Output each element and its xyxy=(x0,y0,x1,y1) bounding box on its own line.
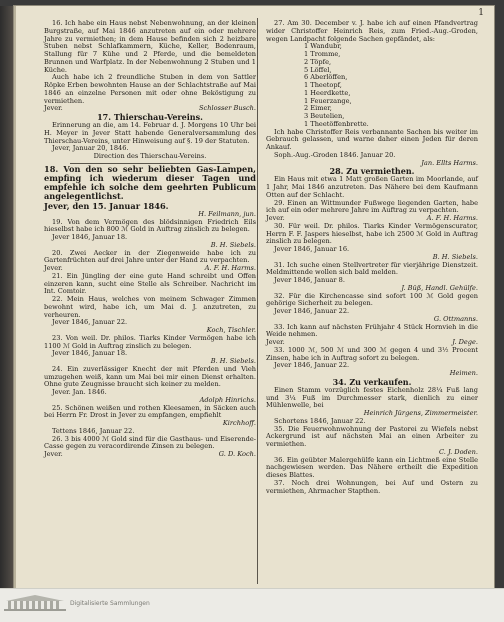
ad-text: Schortens 1846, Januar 22. xyxy=(274,416,366,425)
ad-text: 35. Die Feuerwohnwohnung der Pastorei zu Wiefels nebst Ackergrund ist auf nächsten Mai an einen Arbeiter zu vermiethen. xyxy=(266,424,478,448)
ad-text: 1 Heerdkette, xyxy=(304,88,351,97)
ad-signature: Adolph Hinrichs. xyxy=(199,395,256,404)
ad-text: Jever 1846, Januar 22. xyxy=(274,307,350,315)
ad-text: 24. Ein zuverlässiger Knecht der mit Pferden und Vieh umzugehen weiß, kann um Mai bei mir einen Dienst erhalten. Ohne gute Zeugnisse braucht sich keiner zu melden. xyxy=(44,364,256,389)
newspaper-page xyxy=(14,6,494,588)
ad-text: Jever 1846, Januar 18. xyxy=(52,349,128,358)
ad-place: Jever. xyxy=(266,338,285,346)
ad-signature: Kirchhoff. xyxy=(222,419,256,428)
ad-place: Jever. xyxy=(266,214,285,222)
ad-text: 27. Am 30. December v. J. habe ich auf einen Pfandvertrag wider Christoffer Heinrich Reis, zum Fried.-Aug.-Groden, wegen Landpacht folgende Sachen gepfändet, als: xyxy=(266,19,478,43)
ad-heading: 28. Zu vermiethen. xyxy=(329,166,415,177)
ad-text: Ich habe Christoffer Reis verbannante Sachen bis weiter im Gebrauch gelassen, und warne daher einen Jeden für deren Ankauf. xyxy=(266,127,478,151)
ad-text: Jever 1846, Januar 22. xyxy=(274,361,350,370)
ad-text: 32. Für die Kirchencasse sind sofort 100 ℳ Gold gegen gehörige Sicherheit zu belegen. xyxy=(266,291,478,308)
ad-signature: Schlosser Busch. xyxy=(199,104,256,113)
ad-signature: Heinrich Jürgens, Zimmermeister. xyxy=(363,409,478,417)
ad-text: Jever. Jan. 1846. xyxy=(52,388,107,397)
ad-signature: J. Büß, Handl. Gehülfe. xyxy=(401,283,478,292)
ad-signature: Jan. Ellts Harms. xyxy=(421,158,478,167)
ad-text: Jever 1846, Januar 8. xyxy=(274,276,345,284)
ad-text: 16. Ich habe ein Haus nebst Nebenwohnung, an der kleinen Burgstraße, auf Mai 1846 anzutreten auf ein oder mehrere Jahre zu vermiethen; in dem Hause befinden sich 2 heizbare Stuben nebst Schlafkammern, Küche, Keller, Bodenraum, Stallung für 7 Kühe und 2 Pferde, und die bemeldeten Brunnen und Warfplatz. In der Nebenwohnung 2 Stuben und 1 Küche. xyxy=(44,19,256,74)
ad-line xyxy=(44,451,256,459)
ad-text: Jever, Januar 20, 1846. xyxy=(52,144,129,153)
ad-text: Jever 1846, Januar 22. xyxy=(52,318,128,327)
ad-text: 33. Ich kann auf nächsten Frühjahr 4 Stück Hornvieh in die Weide nehmen. xyxy=(266,322,478,339)
ad-text: Einen Stamm vorzüglich festes Eichenholz 28¼ Fuß lang und 3¼ Fuß im Durchmesser stark, dienlich zu einer Mühlenwelle, bei xyxy=(266,385,478,410)
ad-signature: A. F. H. Harms. xyxy=(426,214,478,222)
ad-text: 30. Für weil. Dr. philos. Tiarks Kinder Vermögenscurator, Herrn F. F. Jaspers hieselbst, habe ich 2500 ℳ Gold in Auftrag zinslich zu belegen. xyxy=(266,221,478,246)
ad-text: 2 Eimer, xyxy=(304,104,332,113)
viewer-footer xyxy=(0,588,504,622)
ad-text: Jever, den 15. Januar 1846. xyxy=(44,200,169,211)
library-logo-icon xyxy=(4,595,66,617)
left-column xyxy=(44,20,256,459)
ad-text: Jever 1846, Januar 18. xyxy=(52,233,128,242)
ad-text: 31. Ich suche einen Stellvertreter für vierjährige Dienstzeit. Meldmittende wollen sich bald melden. xyxy=(266,260,478,277)
ad-text: 1 Wandubr, xyxy=(304,42,342,51)
ad-text: 21. Ein Jüngling der eine gute Hand schreibt und Offen einzeren kann, sucht eine Stelle als Schreiber. Nachricht im Int. Comtoir. xyxy=(44,271,256,296)
ad-text: 25. Schönen weißen und rothen Kleesamen, in Säcken auch bei Herrn Fr. Drost in Jever zu empfangen, empfiehlt xyxy=(44,403,256,420)
book-edge xyxy=(0,6,14,588)
ad-text: 1 Feuerzange, xyxy=(304,96,352,105)
ad-text: 29. Einen an Wittmunder Fußwege liegenden Garten, habe ich auf ein oder mehrere Jahre im Auftrag zu verpachten. xyxy=(266,198,478,215)
ad-text: 1 Theetopf, xyxy=(304,81,342,89)
ad-text: 23. Von weil. Dr. philos. Tiarks Kinder Vermögen habe ich 1100 ℳ Gold in Auftrag zinslich zu belegen. xyxy=(44,333,256,350)
ad-text: Ein Haus mit etwa 1 Matt großen Garten im Moorlande, auf 1 Jahr, Mai 1846 anzutreten. Das Nähere bei dem Kaufmann Otten auf der Schlacht. xyxy=(266,175,478,199)
ad-text: Direction des Thierschau-Vereins. xyxy=(93,152,207,160)
ad-text: 37. Noch drei Wohnungen, bei Auf und Ostern zu vermiethen, Ahrmacher Stapthen. xyxy=(266,478,478,495)
ad-place: Jever. xyxy=(44,104,63,113)
ad-place: Jever. xyxy=(44,450,63,459)
ad-text: 36. Ein geübter Malergehülfe kann ein Lichtmeß eine Stelle nachgewiesen werden. Das Nähere ertheilt die Expedition dieses Blattes. xyxy=(266,455,478,479)
ad-text: Auch habe ich 2 freundliche Stuben in dem von Sattler Röpke Erben bewohnten Hause an der Schlachtstraße auf Mai 1846 an einzelne Personen mit oder ohne Beköstigung zu vermiethen. xyxy=(44,73,256,105)
column-divider xyxy=(257,18,258,584)
ad-signature: C. J. Doden. xyxy=(438,447,478,456)
ad-signature: G. Ottmanns. xyxy=(433,314,478,323)
ad-text: 33. 1000 ℳ, 500 ℳ und 300 ℳ gegen 4 und 3½ Procent Zinsen, habe ich in Auftrag sofort zu belegen. xyxy=(266,345,478,362)
ad-text: 18. Von den so sehr beliebten Gas-Lampen, empfing ich wiederum dieser Tagen und empfehle ich solche dem geehrten Publicum angelegentlichst. xyxy=(44,163,256,202)
ad-text: Erinnerung an die, am 14. Februar d. J. Morgens 10 Uhr bei H. Meyer in Jever Statt habende Generalversammlung des Thierschau-Vereins, unter Hinweisung auf §. 19 der Statuten. xyxy=(44,121,256,145)
ad-signature: B. H. Siebels. xyxy=(210,357,256,366)
right-column xyxy=(266,20,478,495)
ad-text: 19. Von dem Vermögen des blödsinnigen Friedrich Eils hieselbst habe ich 800 ℳ Gold in Auftrag zinslich zu belegen. xyxy=(44,217,256,234)
ad-text: 2 Töpfe, xyxy=(304,57,332,66)
ad-text: 1 Tromme, xyxy=(304,50,341,58)
ad-signature: A. F. H. Harms. xyxy=(204,264,256,273)
ad-signature: B. H. Siebels. xyxy=(432,252,478,261)
ad-text: 22. Mein Haus, welches von meinem Schwager Zimmen bewohnt wird, habe ich, um Mai d. J. anzutreten, zu verheuren. xyxy=(44,295,256,319)
ad-signature: Heimen. xyxy=(449,369,478,377)
ad-signature: B. H. Siebels. xyxy=(210,240,256,249)
ad-signature: G. D. Koch. xyxy=(218,450,256,459)
ad-text: Soph.-Aug.-Groden 1846. Januar 20. xyxy=(274,150,396,159)
ad-signature: H. Feilmann, jun. xyxy=(198,209,256,218)
ad-text: 5 Löffel, xyxy=(304,65,332,74)
ad-text: 6 Aberlöffen, xyxy=(304,73,348,82)
page-number: 1 xyxy=(478,8,484,18)
ad-heading: 17. Thierschau-Vereins. xyxy=(97,112,203,122)
ad-text: 26. 3 bis 4000 ℳ Gold sind für die Gasthaus- und Eiserende-Casse gegen zu veracordirende Zinsen zu belegen. xyxy=(44,434,256,451)
ad-text: Jever 1846, Januar 16. xyxy=(274,245,350,253)
ad-text: 3 Beutelien, xyxy=(304,112,345,120)
ad-heading: 34. Zu verkaufen. xyxy=(332,376,412,387)
ad-text: 20. Zwei Aecker in der Ziegenweide habe ich zu Gartenfrüchten auf drei Jahre unter der Hand zu verpachten. xyxy=(44,248,256,265)
ad-text: Tettens 1846, Januar 22. xyxy=(52,426,135,435)
ad-signature: Koch, Tischler. xyxy=(206,326,256,335)
ad-signature: J. Dege. xyxy=(452,338,478,346)
ad-place: Jever. xyxy=(44,264,63,273)
ad-text: 1 Theetöffenbrette. xyxy=(304,119,369,128)
footer-label: Digitalisierte Sammlungen xyxy=(70,600,150,607)
